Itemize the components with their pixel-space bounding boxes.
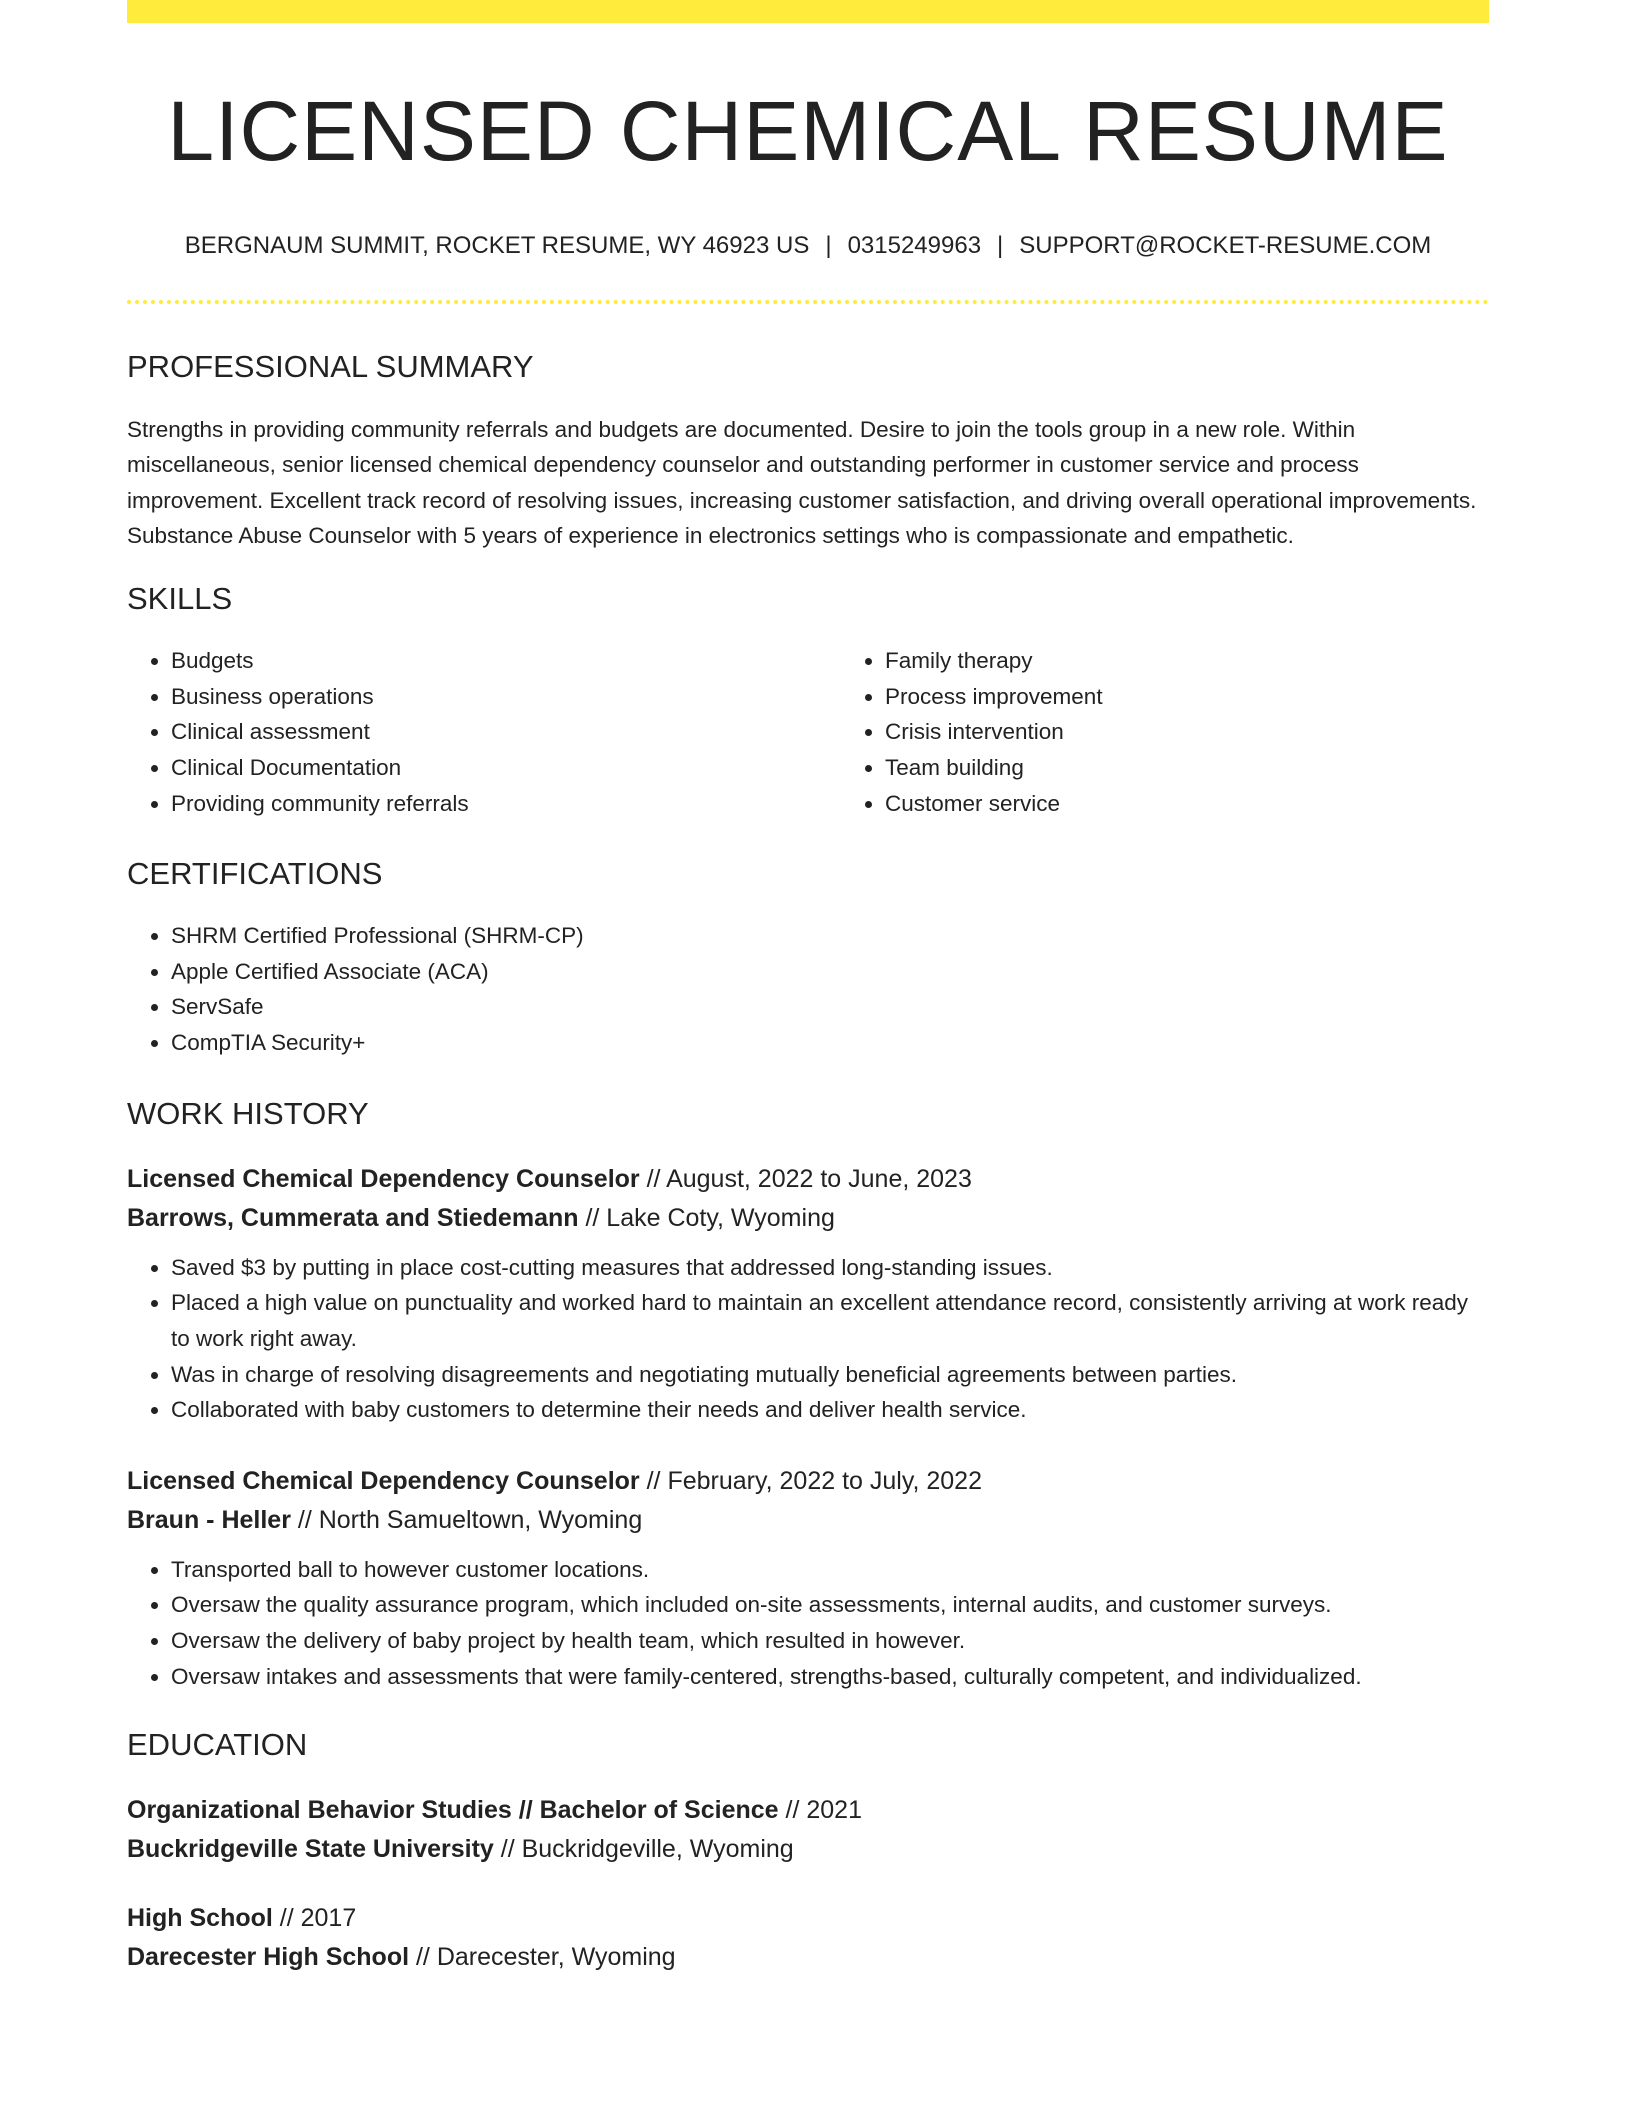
skills-heading: SKILLS <box>127 580 233 616</box>
skills-column-right <box>841 643 1489 821</box>
summary-heading: PROFESSIONAL SUMMARY <box>127 349 534 385</box>
skill-item: • Budgets <box>171 643 841 679</box>
education-degree: Organizational Behavior Studies // Bachelor of Science <box>127 1796 779 1825</box>
job-company-line <box>127 1199 1489 1238</box>
job-entry <box>127 1160 1489 1428</box>
job-company: Barrows, Cummerata and Stiedemann <box>127 1203 579 1232</box>
contact-address: BERGNAUM SUMMIT, ROCKET RESUME, WY 46923 US <box>184 231 810 259</box>
education-heading: EDUCATION <box>127 1727 308 1763</box>
job-bullets <box>127 1250 1489 1428</box>
job-bullet: • Collaborated with baby customers to determine their needs and deliver health service. <box>171 1392 1489 1428</box>
contact-line <box>127 232 1489 261</box>
education-location: // Buckridgeville, Wyoming <box>500 1835 794 1864</box>
resume-page <box>127 0 1489 1977</box>
top-accent-bar <box>127 0 1489 23</box>
job-location: // North Samueltown, Wyoming <box>297 1505 643 1534</box>
education-entry <box>127 1791 1489 1869</box>
contact-separator: | <box>997 231 1004 259</box>
education-entry <box>127 1899 1489 1977</box>
education-location: // Darecester, Wyoming <box>415 1943 676 1972</box>
skills-list <box>127 617 1489 821</box>
dotted-divider <box>127 300 1489 304</box>
skill-item: • Process improvement <box>885 679 1489 715</box>
certifications-heading: CERTIFICATIONS <box>127 856 383 892</box>
job-bullet: • Saved $3 by putting in place cost-cutting measures that addressed long-standing issues. <box>171 1250 1489 1286</box>
education-year: // 2021 <box>785 1796 862 1825</box>
education-degree-line <box>127 1899 1489 1938</box>
contact-phone: 0315249963 <box>847 231 982 259</box>
job-dates: // February, 2022 to July, 2022 <box>646 1466 982 1495</box>
resume-title: LICENSED CHEMICAL RESUME <box>167 84 1449 178</box>
summary-text: Strengths in providing community referrals and budgets are documented. Desire to join the tools group in a new role. Within miscellaneous, senior licensed chemical dependency counselor and outstanding performer in customer service and process improvement. Excellent track record of resolving issues, increasing customer satisfaction, and driving overall operational improvements. Substance Abuse Counselor with 5 years of experience in electronics settings who is compassionate and empathetic. <box>127 416 1477 549</box>
education-school: Darecester High School <box>127 1943 410 1972</box>
job-bullets <box>127 1552 1489 1694</box>
certification-item: • Apple Certified Associate (ACA) <box>171 954 1489 990</box>
job-bullet: • Oversaw the quality assurance program, which included on-site assessments, internal audits, and customer surveys. <box>171 1587 1489 1623</box>
job-title-line <box>127 1160 1489 1199</box>
job-company: Braun - Heller <box>127 1505 291 1534</box>
certification-item: • CompTIA Security+ <box>171 1025 1489 1061</box>
skill-item: • Family therapy <box>885 643 1489 679</box>
job-dates: // August, 2022 to June, 2023 <box>646 1164 972 1193</box>
skill-item: • Business operations <box>171 679 841 715</box>
skill-item: • Providing community referrals <box>171 786 841 822</box>
job-bullet: • Transported ball to however customer locations. <box>171 1552 1489 1588</box>
education-degree: High School <box>127 1904 273 1933</box>
contact-separator: | <box>825 231 832 259</box>
certifications-list <box>127 918 1489 1060</box>
job-bullet: • Placed a high value on punctuality and worked hard to maintain an excellent attendance record, consistently arriving at work ready to work right away. <box>171 1285 1489 1356</box>
certification-item: • SHRM Certified Professional (SHRM-CP) <box>171 918 1489 954</box>
job-location: // Lake Coty, Wyoming <box>585 1203 835 1232</box>
work-history-heading: WORK HISTORY <box>127 1095 369 1131</box>
skill-item: • Clinical Documentation <box>171 750 841 786</box>
job-company-line <box>127 1501 1489 1540</box>
education-school-line <box>127 1830 1489 1869</box>
skills-column-left <box>127 643 841 821</box>
certification-item: • ServSafe <box>171 989 1489 1025</box>
education-degree-line <box>127 1791 1489 1830</box>
job-bullet: • Oversaw intakes and assessments that were family-centered, strengths-based, culturally competent, and individualized. <box>171 1659 1489 1695</box>
contact-email: SUPPORT@ROCKET-RESUME.COM <box>1019 231 1432 259</box>
job-bullet: • Was in charge of resolving disagreements and negotiating mutually beneficial agreements between parties. <box>171 1357 1489 1393</box>
education-year: // 2017 <box>279 1904 357 1933</box>
job-entry <box>127 1462 1489 1694</box>
education-school-line <box>127 1938 1489 1977</box>
job-bullet: • Oversaw the delivery of baby project by health team, which resulted in however. <box>171 1623 1489 1659</box>
skill-item: • Crisis intervention <box>885 714 1489 750</box>
skill-item: • Customer service <box>885 786 1489 822</box>
job-role: Licensed Chemical Dependency Counselor <box>127 1164 640 1193</box>
job-title-line <box>127 1462 1489 1501</box>
job-role: Licensed Chemical Dependency Counselor <box>127 1466 640 1495</box>
skill-item: • Clinical assessment <box>171 714 841 750</box>
skill-item: • Team building <box>885 750 1489 786</box>
education-school: Buckridgeville State University <box>127 1835 494 1864</box>
